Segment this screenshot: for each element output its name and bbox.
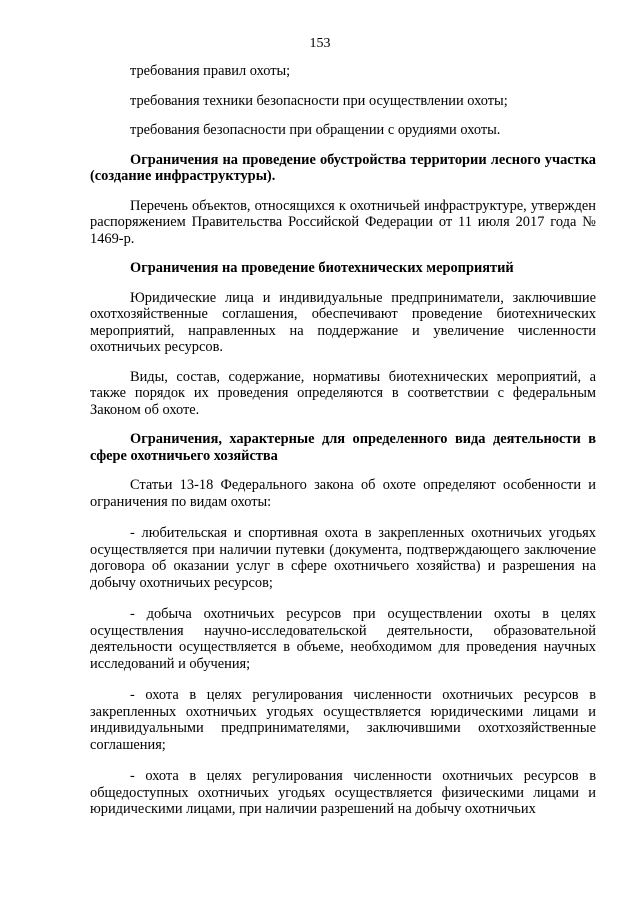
paragraph-infrastructure-list: Перечень объектов, относящихся к охотничьей инфраструктуре, утвержден распоряжением Правительства Российской Федерации от 11 июля 2017 года № 1469-р. — [90, 197, 596, 247]
list-item-amateur-sport-hunting: - любительская и спортивная охота в закрепленных охотничьих угодьях осуществляется при наличии путевки (документа, подтверждающего заключение договора об оказании услуг в сфере охотничьего хозяйства) и разрешения на добычу охотничьих ресурсов; — [90, 525, 596, 591]
section-heading-biotechnical: Ограничения на проведение биотехнических мероприятий — [130, 260, 514, 276]
document-body — [90, 63, 596, 818]
page-number: 153 — [309, 36, 331, 51]
paragraph-biotechnical-obligations: Юридические лица и индивидуальные предприниматели, заключившие охотхозяйственные соглашения, обеспечивают проведение биотехнических мероприятий, направленных на поддержание и увеличение численности охотничьих ресурсов. — [90, 289, 596, 355]
section-heading-activity-restrictions: Ограничения, характерные для определенного вида деятельности в сфере охотничьего хозяйства — [90, 431, 596, 464]
list-line-weapon-safety: требования безопасности при обращении с орудиями охоты. — [130, 122, 501, 138]
list-item-regulation-assigned-lands: - охота в целях регулирования численности охотничьих ресурсов в закрепленных охотничьих угодьях осуществляется юридическими лицами и индивидуальными предпринимателями, заключившими охотхозяйственные соглашения; — [90, 687, 596, 753]
section-heading-infrastructure: Ограничения на проведение обустройства территории лесного участка (создание инфраструктуры). — [90, 151, 596, 184]
list-line-hunting-rules: требования правил охоты; — [130, 63, 291, 79]
list-item-regulation-public-lands: - охота в целях регулирования численности охотничьих ресурсов в общедоступных охотничьих угодьях осуществляется физическими лицами и юридическими лицами, при наличии разрешений на добычу охотничьих — [90, 768, 596, 817]
list-line-safety-technique: требования техники безопасности при осуществлении охоты; — [130, 92, 508, 109]
paragraph-biotechnical-norms: Виды, состав, содержание, нормативы биотехнических мероприятий, а также порядок их проведения определяются в соответствии с федеральным Законом об охоте. — [90, 368, 596, 418]
list-item-research-hunting: - добыча охотничьих ресурсов при осуществлении охоты в целях осуществления научно-исследовательской деятельности, образовательной деятельности осуществляется в объеме, необходимом для проведения научных исследований и обучения; — [90, 606, 596, 672]
paragraph-articles-13-18: Статьи 13-18 Федерального закона об охоте определяют особенности и ограничения по видам охоты: — [90, 477, 596, 510]
